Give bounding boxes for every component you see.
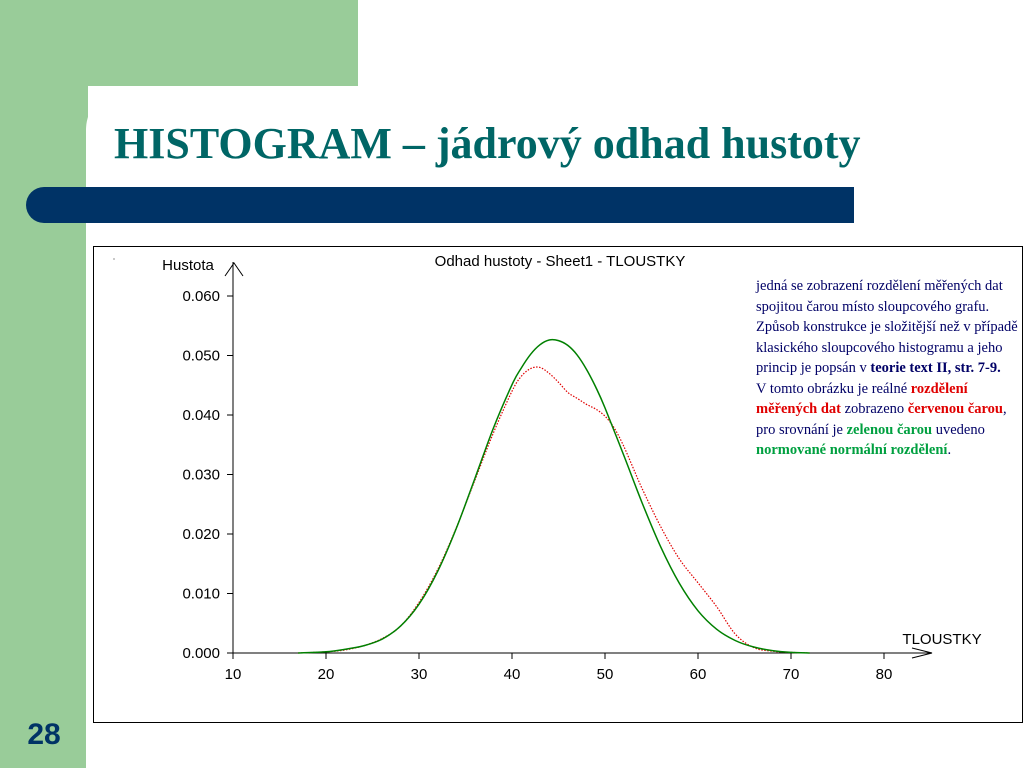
series-layer xyxy=(298,340,809,653)
x-tick-label: 70 xyxy=(782,666,800,683)
x-tick-label: 10 xyxy=(224,666,242,683)
x-tick-label: 30 xyxy=(410,666,428,683)
y-tick-label: 0.060 xyxy=(182,288,220,305)
note-reference: teorie text II, str. 7-9. xyxy=(870,360,1001,376)
y-axis-label: Hustota xyxy=(162,257,214,274)
note-red-line: červenou čarou xyxy=(907,401,1003,417)
y-tick-label: 0.050 xyxy=(182,347,220,365)
note-real-data: rozdělení měřených dat xyxy=(756,380,968,417)
note-text-4: , pro srovnání je xyxy=(756,401,1007,438)
note-green-line: zelenou čarou xyxy=(846,421,933,438)
x-axis-label: TLOUSTKY xyxy=(902,631,982,648)
explanation-note xyxy=(756,276,1018,461)
y-tick-label: 0.010 xyxy=(182,585,220,603)
y-axis-arrow xyxy=(225,263,243,276)
y-tick-label: 0.030 xyxy=(182,466,220,484)
corner-dot xyxy=(113,258,114,259)
y-tick-label: 0.000 xyxy=(182,645,220,662)
y-tick-label: 0.020 xyxy=(182,526,220,543)
note-text-5: uvedeno xyxy=(932,421,985,438)
note-text-2: V tomto obrázku je reálné xyxy=(756,380,911,397)
series-line-normal-green xyxy=(298,340,809,653)
note-text-1: jedná se zobrazení rozdělení měřených dat spojitou čarou místo sloupcového grafu. Způsob konstrukce je složitější než v případě klasického sloupcového histogramu a jeho princip je popsán v xyxy=(756,278,1018,376)
x-tick-label: 40 xyxy=(503,666,521,683)
slide-number: 28 xyxy=(27,718,61,751)
x-tick-label: 60 xyxy=(689,666,707,683)
series-line-kde-red xyxy=(298,367,809,653)
x-tick-label: 20 xyxy=(317,666,335,683)
note-text-3: zobrazeno xyxy=(840,401,908,417)
x-tick-label: 50 xyxy=(596,666,614,683)
note-normal: normované normální rozdělení xyxy=(756,442,948,458)
slide-title: HISTOGRAM – jádrový odhad hustoty xyxy=(114,119,861,168)
x-tick-label: 80 xyxy=(875,666,893,683)
chart-title: Odhad hustoty - Sheet1 - TLOUSTKY xyxy=(434,253,686,270)
note-text-6: . xyxy=(947,442,952,458)
y-tick-label: 0.040 xyxy=(182,407,220,424)
